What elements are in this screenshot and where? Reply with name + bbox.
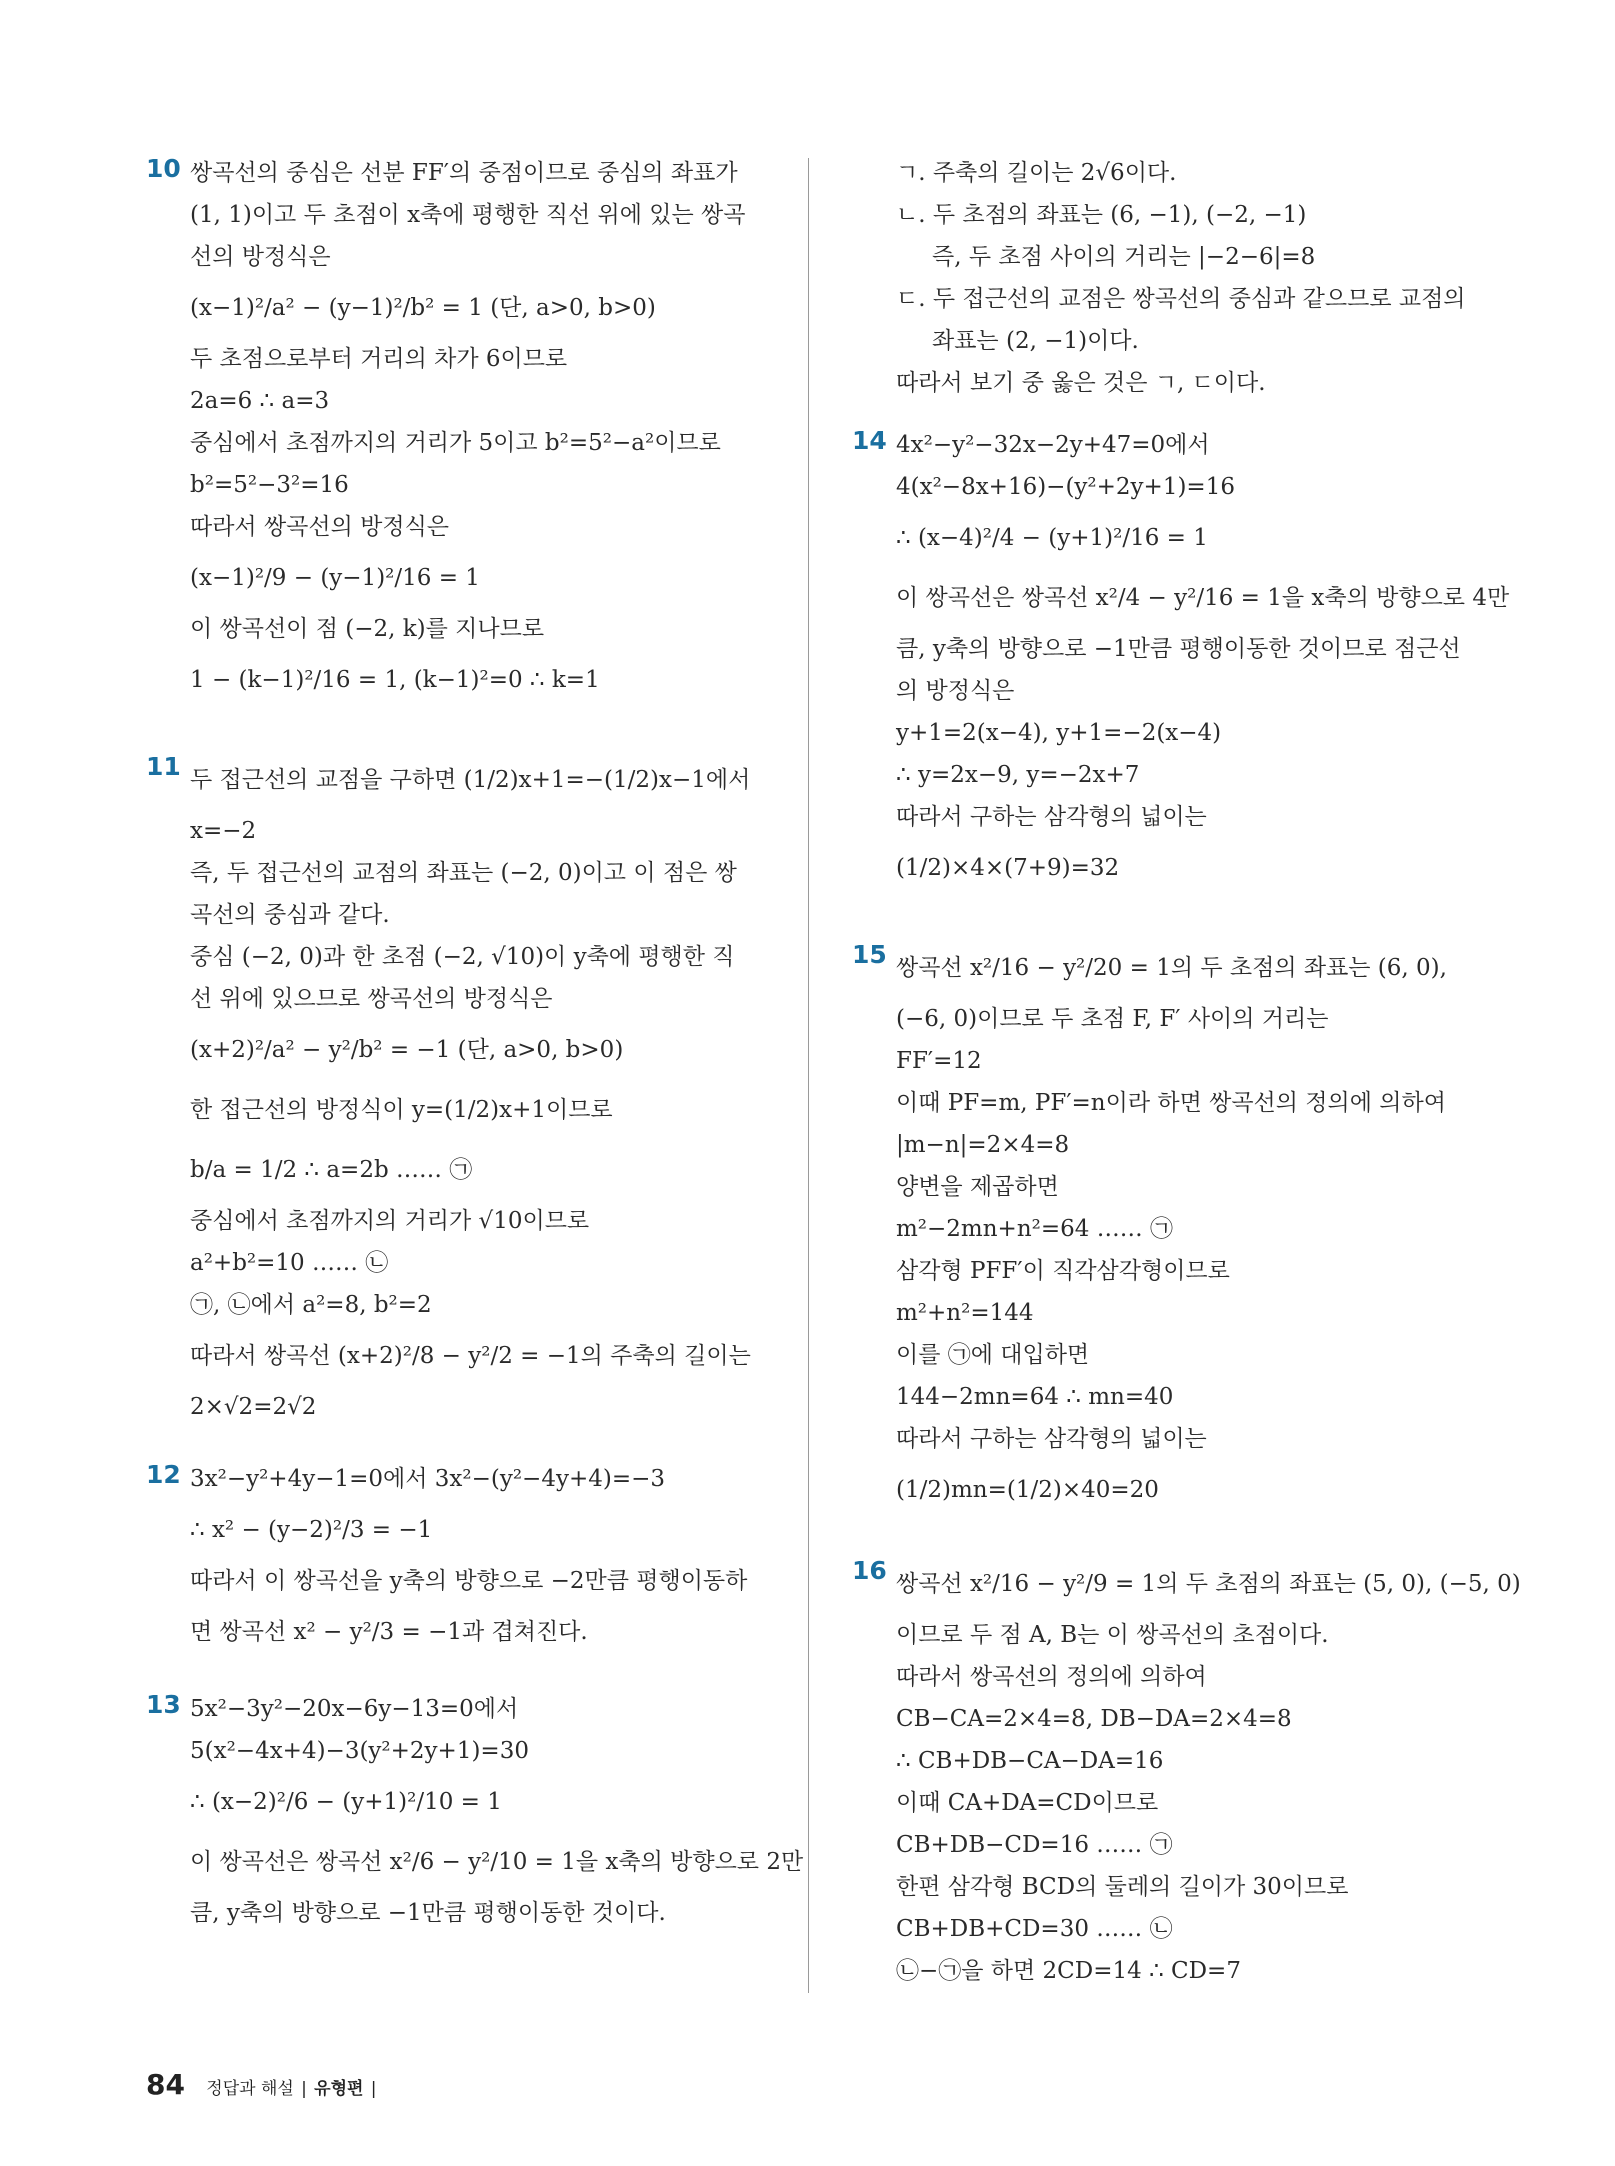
solution-line: (1/2)×4×(7+9)=32	[896, 855, 1120, 881]
solution-line: 이때 PF=m, PF′=n이라 하면 쌍곡선의 정의에 의하여	[896, 1090, 1446, 1116]
solution-line: CB+DB−CD=16 …… ㉠	[896, 1832, 1173, 1858]
solution-line: 5(x²−4x+4)−3(y²+2y+1)=30	[190, 1738, 529, 1764]
solution-line: ∴ x² − (y−2)²/3 = −1	[190, 1517, 433, 1543]
solution-line: 의 방정식은	[896, 678, 1015, 704]
solution-line: 선 위에 있으므로 쌍곡선의 방정식은	[190, 986, 553, 1012]
solution-line: 두 초점으로부터 거리의 차가 6이므로	[190, 346, 568, 372]
solution-line: 이를 ㉠에 대입하면	[896, 1342, 1090, 1368]
left-column	[146, 152, 804, 1934]
solution-line: x=−2	[190, 818, 257, 844]
problem-number: 10	[146, 154, 181, 183]
solution-line: 따라서 이 쌍곡선을 y축의 방향으로 −2만큼 평행이동하	[190, 1568, 748, 1594]
solution-line: 따라서 구하는 삼각형의 넓이는	[896, 804, 1207, 830]
solution-line: 한 접근선의 방정식이 y=(1/2)x+1이므로	[190, 1097, 613, 1123]
solution-line: 쌍곡선 x²/16 − y²/9 = 1의 두 초점의 좌표는 (5, 0), (−5, 0)	[896, 1571, 1521, 1597]
solution-line: b²=5²−3²=16	[190, 472, 349, 498]
solution-line: (−6, 0)이므로 두 초점 F, F′ 사이의 거리는	[896, 1006, 1329, 1032]
problem-16	[852, 1554, 1521, 1992]
problem-number: 13	[146, 1690, 181, 1719]
solution-line: 큼, y축의 방향으로 −1만큼 평행이동한 것이므로 점근선	[896, 636, 1461, 662]
solution-line: 두 접근선의 교점을 구하면 (1/2)x+1=−(1/2)x−1에서	[190, 767, 751, 793]
solution-line: 따라서 구하는 삼각형의 넓이는	[896, 1426, 1207, 1452]
solution-line: 곡선의 중심과 같다.	[190, 902, 390, 928]
solution-line: ∴ y=2x−9, y=−2x+7	[896, 762, 1140, 788]
solution-line: 즉, 두 초점 사이의 거리는 |−2−6|=8	[932, 244, 1316, 270]
footer-end-mark: |	[370, 2079, 377, 2099]
problem-number: 12	[146, 1460, 181, 1489]
solution-line: 쌍곡선의 중심은 선분 FF′의 중점이므로 중심의 좌표가	[190, 160, 738, 186]
solution-line: ∴ (x−2)²/6 − (y+1)²/10 = 1	[190, 1789, 502, 1815]
solution-line: y+1=2(x−4), y+1=−2(x−4)	[896, 720, 1222, 746]
solution-line: 4x²−y²−32x−2y+47=0에서	[896, 432, 1210, 458]
problem-11	[146, 750, 771, 1428]
solution-line: ∴ CB+DB−CA−DA=16	[896, 1748, 1164, 1774]
solution-line: 이 쌍곡선은 쌍곡선 x²/4 − y²/16 = 1을 x축의 방향으로 4만	[896, 585, 1510, 611]
solution-line: 중심에서 초점까지의 거리가 √10이므로	[190, 1208, 590, 1234]
problem-14	[852, 424, 1510, 898]
page-footer	[146, 2068, 376, 2101]
solution-line: 4(x²−8x+16)−(y²+2y+1)=16	[896, 474, 1235, 500]
solution-line: 3x²−y²+4y−1=0에서 3x²−(y²−4y+4)=−3	[190, 1466, 666, 1492]
section-name: 유형편	[314, 2079, 364, 2099]
problem-number: 14	[852, 426, 887, 455]
problem-number: 16	[852, 1556, 887, 1585]
solution-line: (x−1)²/a² − (y−1)²/b² = 1 (단, a>0, b>0)	[190, 295, 656, 321]
problem-continued	[852, 152, 1477, 404]
solution-line: CB+DB+CD=30 …… ㉡	[896, 1916, 1173, 1942]
solution-line: 즉, 두 접근선의 교점의 좌표는 (−2, 0)이고 이 점은 쌍	[190, 860, 737, 886]
solution-line: 2×√2=2√2	[190, 1394, 317, 1420]
column-divider	[808, 158, 809, 1993]
footer-separator: |	[301, 2079, 307, 2099]
solution-line: 좌표는 (2, −1)이다.	[932, 328, 1139, 354]
solution-line: CB−CA=2×4=8, DB−DA=2×4=8	[896, 1706, 1292, 1732]
book-title: 정답과 해설	[206, 2079, 294, 2099]
solution-line: (x−1)²/9 − (y−1)²/16 = 1	[190, 565, 480, 591]
solution-line: a²+b²=10 …… ㉡	[190, 1250, 389, 1276]
page-number: 84	[146, 2068, 185, 2101]
solution-line: ∴ (x−4)²/4 − (y+1)²/16 = 1	[896, 525, 1208, 551]
solution-line: 중심 (−2, 0)과 한 초점 (−2, √10)이 y축에 평행한 직	[190, 944, 735, 970]
solution-line: 이 쌍곡선이 점 (−2, k)를 지나므로	[190, 616, 545, 642]
solution-line: 1 − (k−1)²/16 = 1, (k−1)²=0 ∴ k=1	[190, 667, 600, 693]
solution-line: 한편 삼각형 BCD의 둘레의 길이가 30이므로	[896, 1874, 1349, 1900]
solution-line: 5x²−3y²−20x−6y−13=0에서	[190, 1696, 519, 1722]
solution-line: 면 쌍곡선 x² − y²/3 = −1과 겹쳐진다.	[190, 1619, 588, 1645]
solution-line: m²+n²=144	[896, 1300, 1034, 1326]
solution-line: 쌍곡선 x²/16 − y²/20 = 1의 두 초점의 좌표는 (6, 0),	[896, 955, 1447, 981]
solution-line: ㉡−㉠을 하면 2CD=14 ∴ CD=7	[896, 1958, 1241, 1984]
solution-line: ㄴ. 두 초점의 좌표는 (6, −1), (−2, −1)	[896, 202, 1307, 228]
solution-line: 따라서 쌍곡선의 방정식은	[190, 514, 450, 540]
solution-line: 이때 CA+DA=CD이므로	[896, 1790, 1159, 1816]
solution-line: 144−2mn=64 ∴ mn=40	[896, 1384, 1174, 1410]
solution-line: 따라서 쌍곡선 (x+2)²/8 − y²/2 = −1의 주축의 길이는	[190, 1343, 751, 1369]
right-column	[852, 152, 1521, 1992]
solution-line: 삼각형 PFF′이 직각삼각형이므로	[896, 1258, 1230, 1284]
problem-number: 15	[852, 940, 887, 969]
solution-line: 이 쌍곡선은 쌍곡선 x²/6 − y²/10 = 1을 x축의 방향으로 2만	[190, 1849, 804, 1875]
solution-line: ㉠, ㉡에서 a²=8, b²=2	[190, 1292, 432, 1318]
solution-line: (x+2)²/a² − y²/b² = −1 (단, a>0, b>0)	[190, 1037, 624, 1063]
solution-line: ㄱ. 주축의 길이는 2√6이다.	[896, 160, 1177, 186]
solution-line: 중심에서 초점까지의 거리가 5이고 b²=5²−a²이므로	[190, 430, 721, 456]
solution-line: 큼, y축의 방향으로 −1만큼 평행이동한 것이다.	[190, 1900, 666, 1926]
problem-15	[852, 938, 1477, 1520]
solution-line: ㄷ. 두 접근선의 교점은 쌍곡선의 중심과 같으므로 교점의	[896, 286, 1466, 312]
problem-10	[146, 152, 771, 710]
solution-line: (1/2)mn=(1/2)×40=20	[896, 1477, 1159, 1503]
solution-line: (1, 1)이고 두 초점이 x축에 평행한 직선 위에 있는 쌍곡	[190, 202, 746, 228]
solution-line: b/a = 1/2 ∴ a=2b …… ㉠	[190, 1157, 473, 1183]
solution-line: 선의 방정식은	[190, 244, 331, 270]
solution-line: 이므로 두 점 A, B는 이 쌍곡선의 초점이다.	[896, 1622, 1329, 1648]
solution-line: 따라서 쌍곡선의 정의에 의하여	[896, 1664, 1207, 1690]
problem-12	[146, 1458, 771, 1662]
solution-line: 양변을 제곱하면	[896, 1174, 1059, 1200]
problem-13	[146, 1688, 804, 1934]
solution-line: 2a=6 ∴ a=3	[190, 388, 330, 414]
problem-number: 11	[146, 752, 181, 781]
solution-line: 따라서 보기 중 옳은 것은 ㄱ, ㄷ이다.	[896, 370, 1266, 396]
solution-line: m²−2mn+n²=64 …… ㉠	[896, 1216, 1174, 1242]
solution-line: FF′=12	[896, 1048, 982, 1074]
solution-line: |m−n|=2×4=8	[896, 1132, 1070, 1158]
